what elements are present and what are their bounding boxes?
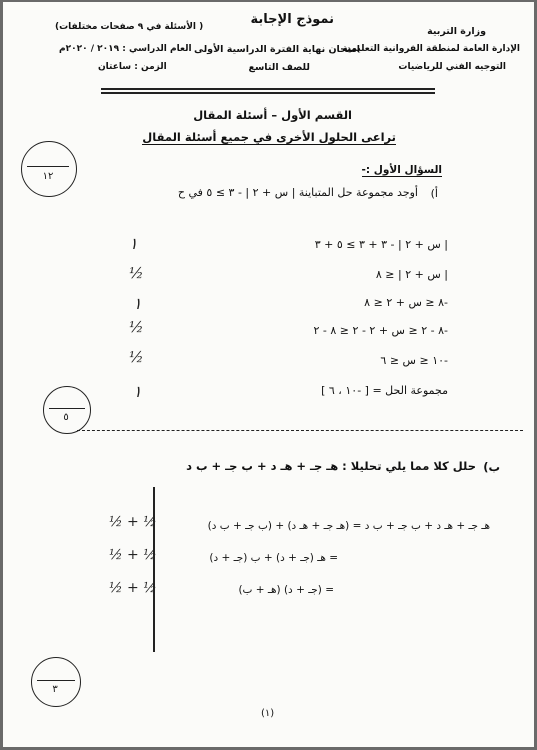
part-a-step-5: -١٠ ≤ س ≤ ٦	[380, 354, 448, 367]
part-b-divider	[153, 487, 155, 652]
question-heading: السؤال الأول :-	[361, 164, 442, 176]
part-b-step-2: = هـ (جـ + د) + ب (جـ + د)	[209, 552, 338, 564]
directorate-name: الإدارة العامة لمنطقة الفروانية التعليمية	[342, 44, 520, 54]
header-rule-top	[101, 88, 435, 90]
part-b-score-circle	[31, 657, 81, 707]
part-b-score-line	[37, 680, 75, 681]
mark-b-2: ½ + ½	[109, 547, 157, 563]
part-a-step-4: -٨ - ٢ ≤ س + ٢ - ٢ ≤ ٨ - ٢	[313, 324, 448, 337]
part-a-step-1: | س + ٢ | - ٣ + ٣ ≥ ٥ + ٣	[314, 238, 448, 251]
ministry-name: وزارة التربية	[427, 26, 486, 37]
total-score-line	[27, 166, 69, 167]
header-rule-bottom	[101, 92, 435, 94]
section-title: القسم الأول – أسئلة المقال	[193, 108, 352, 122]
part-a-score-circle	[43, 386, 91, 434]
grade-label: للصف التاسع	[248, 62, 310, 73]
part-b-step-1: هـ جـ + هـ د + ب جـ + ب د = (هـ جـ + هـ د) + (ب جـ + ب د)	[207, 520, 490, 532]
mark-a-5: ½	[129, 348, 144, 366]
part-a-step-2: | س + ٢ | ≤ ٨	[375, 268, 448, 281]
pages-note: ( الأسئلة في ٩ صفحات مختلفات)	[55, 22, 204, 32]
part-a-score: ٥	[63, 412, 69, 423]
mark-a-3: ١	[133, 294, 142, 313]
mark-a-4: ½	[129, 318, 144, 336]
part-a-solution-set: مجموعة الحل = [ -١٠ ، ٦ ]	[321, 384, 448, 397]
part-a-label: أ)	[430, 187, 438, 200]
total-score: ١٢	[42, 171, 54, 182]
part-b-label: ب)	[483, 460, 500, 474]
part-a-prompt: أوجد مجموعة حل المتباينة | س + ٢ | - ٣ ≥ ٥ في ح	[177, 186, 418, 199]
parts-separator	[77, 430, 523, 431]
document-title: نموذج الإجابة	[250, 12, 334, 27]
supervision-name: التوجيه الفني للرياضيات	[398, 62, 506, 72]
mark-a-1: ١	[129, 234, 138, 253]
part-a-score-line	[49, 408, 85, 409]
exam-duration: الزمن : ساعتان	[98, 62, 167, 72]
exam-page	[3, 2, 534, 747]
part-b-step-3: = (جـ + د) (هـ + ب)	[238, 584, 334, 596]
mark-b-1: ½ + ½	[109, 514, 157, 530]
part-b-score: ٣	[52, 684, 58, 695]
mark-b-3: ½ + ½	[109, 580, 157, 596]
page-number: (١)	[261, 708, 275, 719]
section-note: تراعى الحلول الأخرى في جميع أسئلة المقال	[142, 130, 396, 144]
mark-a-2: ½	[129, 264, 144, 282]
part-a-step-3: -٨ ≤ س + ٢ ≤ ٨	[364, 296, 448, 309]
exam-title: امتحان نهاية الفترة الدراسية الأولى	[194, 44, 360, 55]
mark-a-6: ١	[133, 382, 142, 401]
total-score-circle	[21, 141, 77, 197]
academic-year: العام الدراسي : ٢٠١٩ / ٢٠٢٠م	[59, 44, 192, 54]
part-b-prompt: حلل كلا مما يلي تحليلا : هـ جـ + هـ د + ب جـ + ب د	[186, 459, 476, 473]
